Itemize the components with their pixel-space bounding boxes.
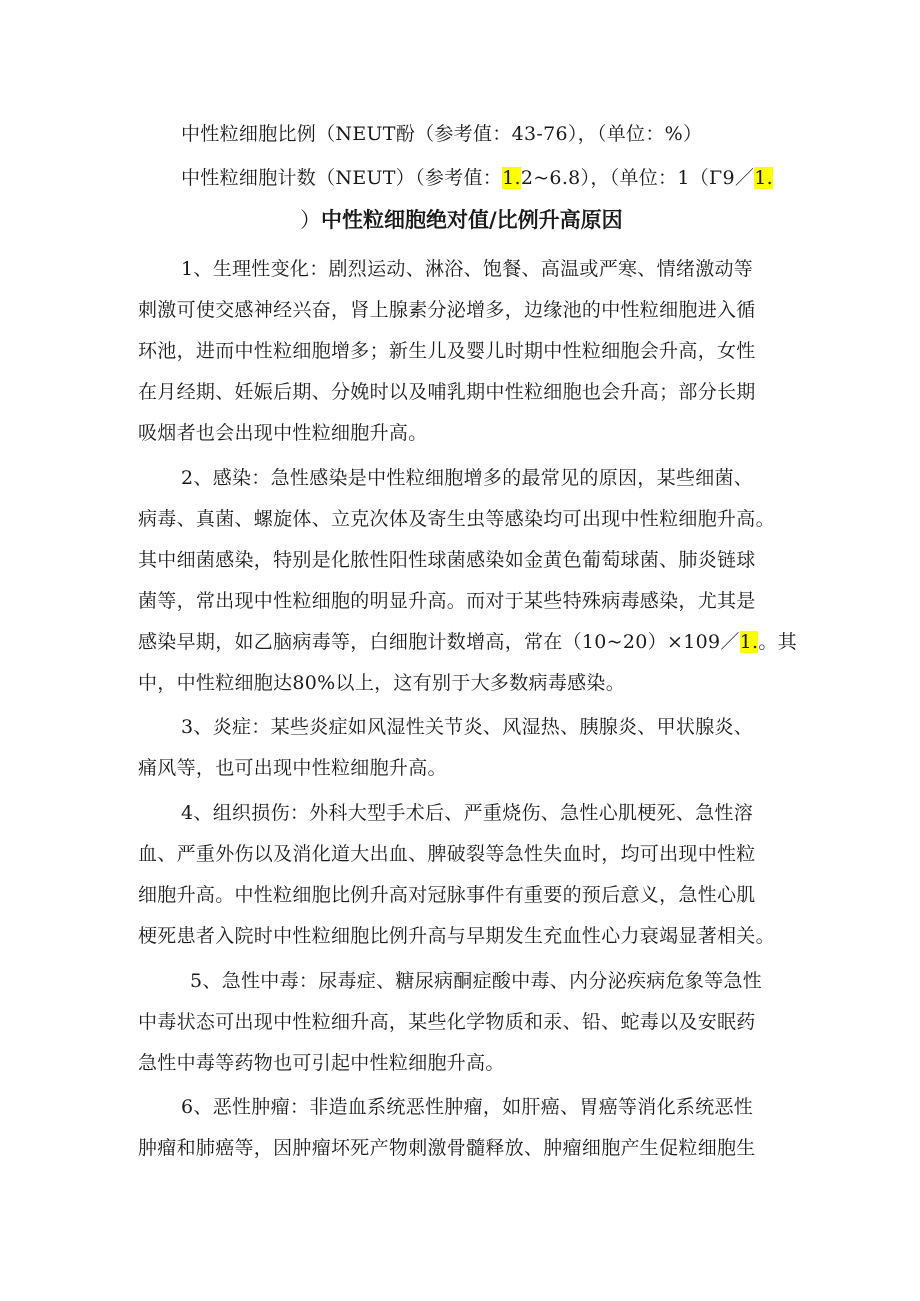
neut-count-text-a: 中性粒细胞计数（NEUT）（参考值： — [181, 167, 503, 189]
paragraph-line: 菌等，常出现中性粒细胞的明显升高。而对于某些特殊病毒感染，尤其是 — [138, 590, 756, 612]
paragraph-line: 环池，进而中性粒细胞增多；新生儿及婴儿时期中性粒细胞会升高，女性 — [138, 340, 756, 362]
paragraph-line: 3、炎症：某些炎症如风湿性关节炎、风湿热、胰腺炎、甲状腺炎、 — [181, 716, 754, 738]
paragraph-line: 4、组织损伤：外科大型手术后、严重烧伤、急性心肌梗死、急性溶 — [181, 802, 754, 824]
paragraph-line: 中，中性粒细胞达80%以上，这有别于大多数病毒感染。 — [138, 672, 626, 694]
paragraph-line: 梗死患者入院时中性粒细胞比例升高与早期发生充血性心力衰竭显著相关。 — [138, 925, 775, 947]
highlight-mark: 1. — [502, 167, 521, 189]
paragraph-line: 血、严重外伤以及消化道大出血、脾破裂等急性失血时，均可出现中性粒 — [138, 843, 756, 865]
title-text: 中性粒细胞绝对值/比例升高原因 — [321, 208, 623, 232]
paragraph-line: 痛风等，也可出现中性粒细胞升高。 — [138, 757, 447, 779]
paragraph-line: 1、生理性变化：剧烈运动、淋浴、饱餐、高温或严寒、情绪激动等 — [181, 258, 754, 280]
paragraph-line: 急性中毒等药物也可引起中性粒细胞升高。 — [138, 1052, 505, 1074]
neut-count-line — [181, 165, 773, 191]
paragraph-line: 在月经期、妊娠后期、分娩时以及哺乳期中性粒细胞也会升高；部分长期 — [138, 381, 756, 403]
paragraph-line: 肿瘤和肺癌等，因肿瘤坏死产物刺激骨髓释放、肿瘤细胞产生促粒细胞生 — [138, 1137, 756, 1159]
paragraph-line: 细胞升高。中性粒细胞比例升高对冠脉事件有重要的预后意义，急性心肌 — [138, 884, 756, 906]
paragraph-line: 2、感染：急性感染是中性粒细胞增多的最常见的原因，某些细菌、 — [181, 467, 754, 489]
title-paren: ） — [300, 208, 321, 232]
paragraph-line: 其中细菌感染，特别是化脓性阳性球菌感染如金黄色葡萄球菌、肺炎链球 — [138, 549, 756, 571]
neut-count-text-b: 2~6.8），（单位：1（Γ9／ — [520, 167, 755, 189]
paragraph-line: 中毒状态可出现中性粒细升高，某些化学物质和汞、铅、蛇毒以及安眠药 — [138, 1011, 756, 1033]
paragraph-line: 6、恶性肿瘤：非造血系统恶性肿瘤，如肝癌、胃癌等消化系统恶性 — [181, 1096, 754, 1118]
line-text-a: 感染早期，如乙脑病毒等，白细胞计数增高，常在（10~20）×109／ — [138, 631, 740, 653]
neut-ratio-line: 中性粒细胞比例（NEUT酚（参考值：43-76），（单位：%） — [181, 123, 703, 145]
highlight-mark: 1. — [754, 167, 773, 189]
paragraph-line — [138, 629, 797, 655]
line-text-b: 。其 — [758, 631, 798, 653]
paragraph-line: 5、急性中毒：尿毒症、糖尿病酮症酸中毒、内分泌疾病危象等急性 — [190, 970, 763, 992]
paragraph-line: 病毒、真菌、螺旋体、立克次体及寄生虫等感染均可出现中性粒细胞升高。 — [138, 508, 775, 530]
section-title — [300, 205, 623, 235]
highlight-mark: 1. — [739, 631, 759, 653]
paragraph-line: 吸烟者也会出现中性粒细胞升高。 — [138, 422, 428, 444]
paragraph-line: 刺激可使交感神经兴奋，肾上腺素分泌增多，边缘池的中性粒细胞进入循 — [138, 299, 756, 321]
